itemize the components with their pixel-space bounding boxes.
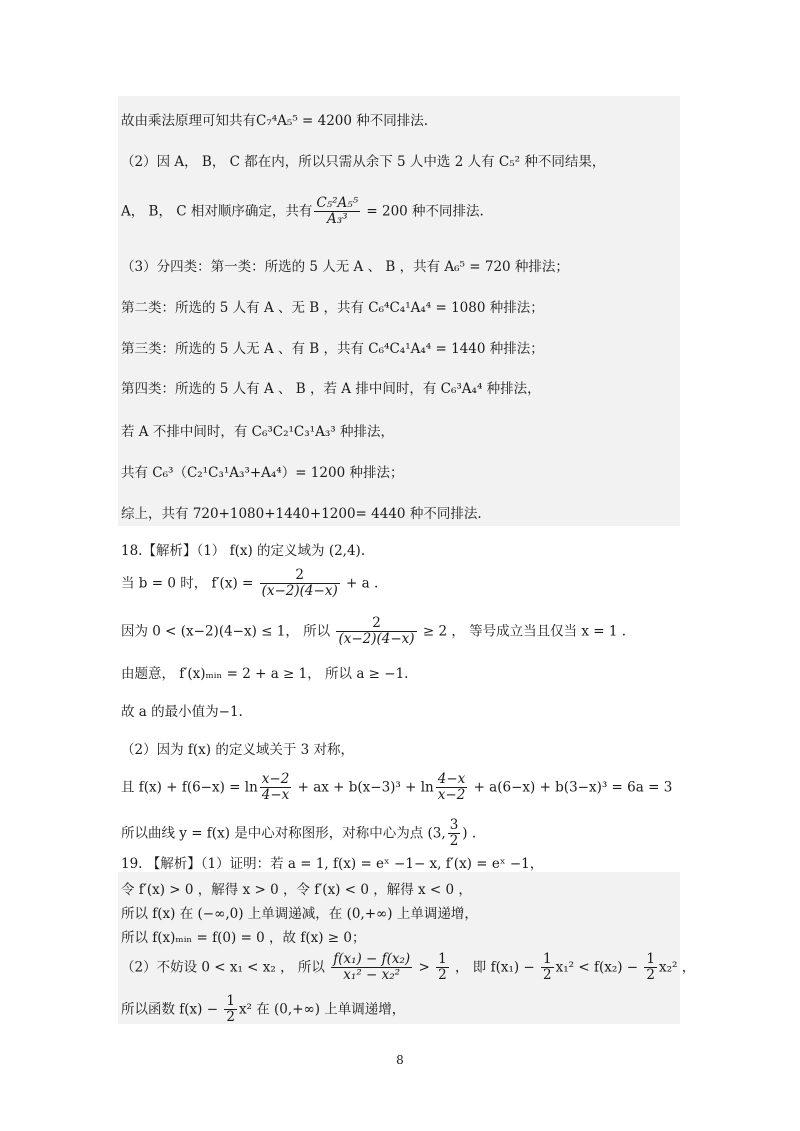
line-21: 所以 f(x) 在 (−∞,0) 上单调递减，在 (0,+∞) 上单调递增， bbox=[121, 906, 478, 922]
fraction-denominator: 2 bbox=[449, 833, 459, 849]
line-23-gt: > bbox=[414, 959, 435, 976]
fraction-3-over-2 bbox=[448, 818, 461, 849]
fraction-half-c bbox=[644, 952, 657, 983]
fraction-denominator: 4−x bbox=[261, 787, 290, 803]
fraction-denominator: x₁² − x₂² bbox=[343, 967, 401, 983]
fraction-ln-b bbox=[436, 772, 468, 803]
line-14: 由题意， f′(x)ₘᵢₙ = 2 + a ≥ 1， 所以 a ≥ −1. bbox=[121, 666, 409, 682]
fraction-denominator: A₃³ bbox=[326, 211, 348, 227]
line-23-tail: x₂² ， bbox=[659, 959, 696, 976]
line-24-text: 所以函数 f(x) − bbox=[121, 1001, 223, 1018]
line-17 bbox=[121, 772, 672, 803]
fraction-half-d bbox=[224, 994, 237, 1025]
line-24-tail: x² 在 (0,+∞) 上单调递增， bbox=[238, 1001, 406, 1018]
fraction-c52a55-over-a33 bbox=[314, 196, 360, 227]
line-18 bbox=[121, 818, 476, 849]
line-13 bbox=[121, 616, 626, 647]
line-11: 18.【解析】（1） f(x) 的定义域为 (2,4). bbox=[121, 543, 366, 559]
line-2-text: （2）因 A， B， C 都在内，所以只需从余下 5 人中选 2 人有 bbox=[121, 154, 499, 170]
fraction-numerator: 3 bbox=[449, 817, 459, 833]
line-1: 故由乘法原理可知共有C₇⁴A₅⁵ = 4200 种不同排法. bbox=[121, 113, 429, 129]
line-23-mid2: x₁² < f(x₂) − bbox=[555, 959, 643, 976]
fraction-diff bbox=[331, 952, 412, 983]
line-12 bbox=[121, 568, 378, 599]
fraction-half-b bbox=[541, 952, 554, 983]
fraction-denominator: x−2 bbox=[437, 787, 466, 803]
fraction-numerator: 2 bbox=[260, 568, 340, 584]
line-18-text: 所以曲线 y = f(x) 是中心对称图形，对称中心为点 (3, bbox=[121, 825, 446, 842]
fraction-numerator: 1 bbox=[543, 951, 552, 967]
line-23-text: （2）不妨设 0 < x₁ < x₂ ， 所以 bbox=[121, 959, 330, 976]
fraction-numerator: 1 bbox=[646, 951, 655, 967]
fraction-numerator: C₅²A₅⁵ bbox=[316, 195, 359, 211]
line-17-text: 且 f(x) + f(6−x) = ln bbox=[121, 779, 258, 796]
fraction-denominator: 2 bbox=[543, 967, 552, 983]
line-8: 若 A 不排中间时，有 C₆³C₂¹C₃¹A₃³ 种排法， bbox=[121, 424, 394, 440]
line-17-tail: + a(6−x) + b(3−x)³ = 6a = 3 bbox=[469, 779, 673, 796]
line-23-mid: ， 即 f(x₁) − bbox=[450, 959, 540, 976]
fraction-denominator: (x−2)(4−x) bbox=[261, 583, 338, 599]
line-7: 第四类：所选的 5 人有 A 、 B ，若 A 排中间时，有 C₆³A₄⁴ 种排法， bbox=[121, 381, 541, 397]
fraction-denominator: (x−2)(4−x) bbox=[338, 631, 415, 647]
fraction-numerator: f(x₁) − f(x₂) bbox=[333, 951, 411, 967]
fraction-denominator: 2 bbox=[438, 967, 447, 983]
line-15: 故 a 的最小值为−1. bbox=[121, 704, 243, 720]
fraction-numerator: 1 bbox=[226, 993, 235, 1009]
line-3 bbox=[121, 196, 484, 227]
line-6: 第三类：所选的 5 人无 A 、有 B ，共有 C₆⁴C₄¹A₄⁴ = 1440 种排法； bbox=[121, 341, 544, 357]
line-20: 令 f′(x) > 0 ，解得 x > 0 ，令 f′(x) < 0 ，解得 x < 0 ， bbox=[121, 882, 472, 898]
line-19: 19. 【解析】（1）证明：若 a = 1, f(x) = eˣ −1− x, f′(x) = eˣ −1， bbox=[121, 856, 544, 872]
line-3-tail: = 200 种不同排法. bbox=[362, 203, 484, 220]
fraction-numerator: 2 bbox=[336, 616, 416, 632]
fraction-2-over-den-b bbox=[336, 616, 416, 647]
line-9: 共有 C₆³（C₂¹C₃¹A₃³+A₄⁴）= 1200 种排法； bbox=[121, 465, 404, 481]
line-13-text: 因为 0 < (x−2)(4−x) ≤ 1， 所以 bbox=[121, 623, 335, 640]
line-23 bbox=[121, 952, 695, 983]
fraction-denominator: 2 bbox=[646, 967, 655, 983]
line-5: 第二类：所选的 5 人有 A 、无 B ，共有 C₆⁴C₄¹A₄⁴ = 1080 种排法； bbox=[121, 300, 544, 316]
fraction-numerator: x−2 bbox=[261, 771, 290, 787]
line-24 bbox=[121, 994, 405, 1025]
line-12-text: 当 b = 0 时， f′(x) = bbox=[121, 575, 258, 592]
line-18-tail: ) . bbox=[462, 825, 477, 842]
line-13-tail: ≥ 2 ， 等号成立当且仅当 x = 1 . bbox=[418, 623, 627, 640]
line-12-tail: + a . bbox=[341, 575, 379, 592]
line-17-mid: + ax + b(x−3)³ + ln bbox=[293, 779, 434, 796]
line-2-tail: 种不同结果， bbox=[520, 154, 606, 170]
line-4: （3）分四类：第一类：所选的 5 人无 A 、 B ，共有 A₆⁵ = 720 种排法； bbox=[121, 259, 569, 275]
fraction-ln-a bbox=[260, 772, 292, 803]
page-number: 8 bbox=[396, 1053, 404, 1067]
line-10: 综上，共有 720+1080+1440+1200= 4440 种不同排法. bbox=[121, 506, 482, 522]
fraction-numerator: 1 bbox=[438, 951, 447, 967]
fraction-half-a bbox=[436, 952, 449, 983]
line-3-text: A， B， C 相对顺序确定，共有 bbox=[121, 203, 313, 220]
line-2 bbox=[121, 153, 605, 171]
line-22: 所以 f(x)ₘᵢₙ = f(0) = 0 ，故 f(x) ≥ 0； bbox=[121, 930, 366, 946]
line-16: （2）因为 f(x) 的定义域关于 3 对称， bbox=[121, 742, 354, 758]
fraction-denominator: 2 bbox=[226, 1009, 235, 1025]
fraction-2-over-den bbox=[260, 568, 340, 599]
fraction-numerator: 4−x bbox=[437, 771, 466, 787]
c52-term: C₅² bbox=[498, 154, 521, 170]
